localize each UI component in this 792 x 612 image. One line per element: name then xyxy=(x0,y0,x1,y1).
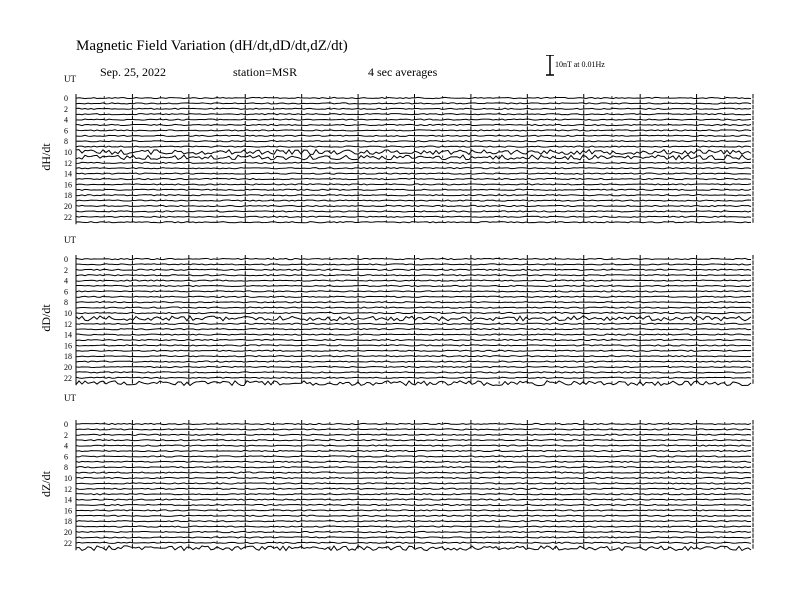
trace-line xyxy=(76,124,751,125)
trace-line xyxy=(76,168,751,169)
trace-line xyxy=(76,108,751,109)
hour-tick-label: 2 xyxy=(64,430,68,440)
hour-tick-label: 0 xyxy=(64,420,68,429)
trace-line xyxy=(76,316,751,321)
hour-tick-label: 14 xyxy=(64,495,72,505)
hour-tick-label: 4 xyxy=(64,441,68,451)
trace-line xyxy=(76,307,751,308)
hour-tick-label: 8 xyxy=(64,137,68,147)
hour-tick-label: 10 xyxy=(64,474,72,483)
trace-line xyxy=(76,334,751,335)
hour-tick-label: 2 xyxy=(64,104,68,114)
hour-tick-label: 8 xyxy=(64,298,68,308)
hour-tick-label: 18 xyxy=(64,517,72,527)
ut-axis-label: UT xyxy=(64,393,76,403)
trace-line xyxy=(76,467,751,468)
trace-line xyxy=(76,302,751,303)
hour-tick-label: 12 xyxy=(64,158,72,168)
trace-line xyxy=(76,515,751,516)
hour-tick-label: 8 xyxy=(64,463,68,473)
trace-line xyxy=(76,296,751,297)
trace-line xyxy=(76,222,751,223)
hour-tick-label: 0 xyxy=(64,94,68,103)
hour-tick-label: 18 xyxy=(64,191,72,201)
trace-line xyxy=(76,350,751,351)
trace-line xyxy=(76,372,751,373)
hour-tick-label: 0 xyxy=(64,255,68,264)
trace-line xyxy=(76,135,751,136)
trace-line xyxy=(76,537,751,538)
trace-line xyxy=(76,423,751,424)
trace-line xyxy=(76,189,751,190)
trace-line xyxy=(76,285,751,286)
panel-ylabel: dZ/dt xyxy=(39,471,53,497)
trace-line xyxy=(76,366,751,367)
hour-tick-label: 16 xyxy=(64,180,72,190)
trace-line xyxy=(76,216,751,217)
trace-line xyxy=(76,546,751,551)
trace-line xyxy=(76,275,751,276)
trace-line xyxy=(76,97,751,98)
trace-line xyxy=(76,291,751,292)
hour-tick-label: 20 xyxy=(64,202,72,211)
trace-line xyxy=(76,521,751,522)
trace-line xyxy=(76,440,751,441)
ut-axis-label: UT xyxy=(64,235,76,245)
hour-tick-label: 22 xyxy=(64,212,72,222)
trace-line xyxy=(76,377,751,378)
hour-tick-label: 22 xyxy=(64,538,72,548)
hour-tick-label: 4 xyxy=(64,276,68,286)
trace-line xyxy=(76,312,751,313)
panel-ylabel: dH/dt xyxy=(39,143,53,171)
trace-line xyxy=(76,345,751,346)
trace-line xyxy=(76,494,751,495)
hour-tick-label: 16 xyxy=(64,506,72,516)
trace-line xyxy=(76,526,751,527)
trace-line xyxy=(76,450,751,451)
trace-line xyxy=(76,339,751,340)
chart-title: Magnetic Field Variation (dH/dt,dD/dt,dZ/dt) xyxy=(76,38,348,54)
trace-line xyxy=(76,381,751,386)
hour-tick-label: 4 xyxy=(64,115,68,125)
hour-tick-label: 20 xyxy=(64,363,72,372)
trace-line xyxy=(76,329,751,330)
trace-line xyxy=(76,531,751,532)
hour-tick-label: 18 xyxy=(64,352,72,362)
trace-line xyxy=(76,361,751,362)
hour-tick-label: 16 xyxy=(64,341,72,351)
hour-tick-label: 6 xyxy=(64,287,68,297)
trace-line xyxy=(76,461,751,462)
trace-line xyxy=(76,323,751,324)
trace-line xyxy=(76,103,751,104)
trace-line xyxy=(76,119,751,120)
panel-ylabel: dD/dt xyxy=(39,304,53,332)
trace-line xyxy=(76,141,751,142)
hour-tick-label: 14 xyxy=(64,169,72,179)
trace-line xyxy=(76,162,751,163)
trace-line xyxy=(76,130,751,131)
trace-line xyxy=(76,472,751,473)
trace-line xyxy=(76,429,751,430)
hour-tick-label: 20 xyxy=(64,528,72,537)
trace-line xyxy=(76,504,751,505)
trace-line xyxy=(76,269,751,270)
station-label: station=MSR xyxy=(233,65,298,79)
trace-line xyxy=(76,483,751,484)
scale-label: 10nT at 0.01Hz xyxy=(555,60,605,69)
averaging-label: 4 sec averages xyxy=(368,65,438,79)
hour-tick-label: 10 xyxy=(64,148,72,157)
trace-line xyxy=(76,356,751,357)
trace-line xyxy=(76,488,751,489)
trace-line xyxy=(76,114,751,115)
trace-line xyxy=(76,150,751,155)
hour-tick-label: 12 xyxy=(64,319,72,329)
trace-line xyxy=(76,542,751,543)
hour-tick-label: 6 xyxy=(64,126,68,136)
hour-tick-label: 22 xyxy=(64,373,72,383)
trace-line xyxy=(76,211,751,212)
trace-line xyxy=(76,184,751,185)
hour-tick-label: 10 xyxy=(64,309,72,318)
hour-tick-label: 12 xyxy=(64,484,72,494)
trace-line xyxy=(76,146,751,147)
hour-tick-label: 6 xyxy=(64,452,68,462)
date-label: Sep. 25, 2022 xyxy=(100,65,166,79)
trace-line xyxy=(76,155,751,160)
trace-line xyxy=(76,178,751,179)
trace-line xyxy=(76,264,751,265)
trace-line xyxy=(76,499,751,500)
trace-line xyxy=(76,477,751,478)
trace-line xyxy=(76,434,751,435)
trace-line xyxy=(76,200,751,201)
trace-line xyxy=(76,258,751,259)
hour-tick-label: 2 xyxy=(64,265,68,275)
trace-line xyxy=(76,173,751,174)
trace-line xyxy=(76,510,751,511)
trace-line xyxy=(76,445,751,446)
trace-line xyxy=(76,456,751,457)
trace-line xyxy=(76,205,751,206)
ut-axis-label: UT xyxy=(64,74,76,84)
trace-line xyxy=(76,195,751,196)
hour-tick-label: 14 xyxy=(64,330,72,340)
trace-line xyxy=(76,280,751,281)
